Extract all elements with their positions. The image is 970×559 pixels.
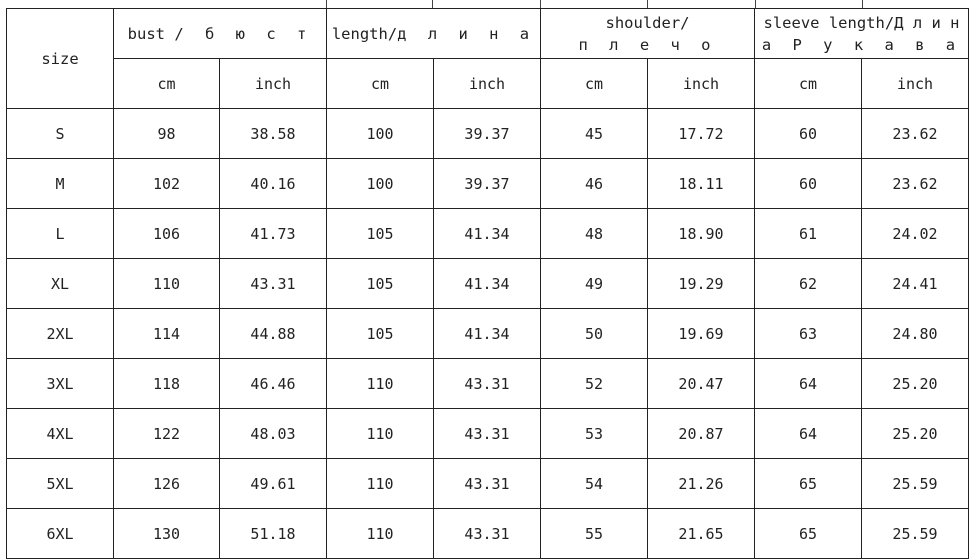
- value-cell: 46: [541, 159, 648, 209]
- value-cell: 98: [114, 109, 220, 159]
- value-cell: 63: [755, 309, 862, 359]
- value-cell: 110: [327, 409, 434, 459]
- table-row: [7, 359, 969, 409]
- value-cell: 110: [327, 359, 434, 409]
- value-cell: 43.31: [434, 509, 541, 559]
- value-cell: 19.69: [648, 309, 755, 359]
- value-cell: 25.20: [862, 409, 969, 459]
- value-cell: 105: [327, 259, 434, 309]
- value-cell: 62: [755, 259, 862, 309]
- value-cell: 64: [755, 359, 862, 409]
- length-header: length/д л и н а: [327, 9, 541, 59]
- value-cell: 102: [114, 159, 220, 209]
- value-cell: 43.31: [434, 359, 541, 409]
- value-cell: 55: [541, 509, 648, 559]
- size-cell: 2XL: [7, 309, 114, 359]
- value-cell: 100: [327, 109, 434, 159]
- value-cell: 110: [114, 259, 220, 309]
- value-cell: 48: [541, 209, 648, 259]
- value-cell: 61: [755, 209, 862, 259]
- value-cell: 43.31: [220, 259, 327, 309]
- size-header: size: [7, 9, 114, 109]
- value-cell: 114: [114, 309, 220, 359]
- value-cell: 49: [541, 259, 648, 309]
- value-cell: 21.65: [648, 509, 755, 559]
- unit-cell: inch: [862, 59, 969, 109]
- value-cell: 18.11: [648, 159, 755, 209]
- value-cell: 130: [114, 509, 220, 559]
- value-cell: 118: [114, 359, 220, 409]
- value-cell: 17.72: [648, 109, 755, 159]
- value-cell: 43.31: [434, 459, 541, 509]
- value-cell: 52: [541, 359, 648, 409]
- value-cell: 105: [327, 209, 434, 259]
- value-cell: 39.37: [434, 109, 541, 159]
- table-row: [7, 309, 969, 359]
- value-cell: 51.18: [220, 509, 327, 559]
- value-cell: 45: [541, 109, 648, 159]
- value-cell: 41.73: [220, 209, 327, 259]
- value-cell: 46.46: [220, 359, 327, 409]
- value-cell: 23.62: [862, 109, 969, 159]
- table-row: [7, 409, 969, 459]
- value-cell: 38.58: [220, 109, 327, 159]
- value-cell: 20.47: [648, 359, 755, 409]
- table-row: [7, 259, 969, 309]
- value-cell: 60: [755, 159, 862, 209]
- value-cell: 21.26: [648, 459, 755, 509]
- value-cell: 25.59: [862, 459, 969, 509]
- table-row: [7, 159, 969, 209]
- value-cell: 39.37: [434, 159, 541, 209]
- value-cell: 122: [114, 409, 220, 459]
- value-cell: 20.87: [648, 409, 755, 459]
- value-cell: 54: [541, 459, 648, 509]
- value-cell: 23.62: [862, 159, 969, 209]
- value-cell: 65: [755, 459, 862, 509]
- value-cell: 41.34: [434, 259, 541, 309]
- value-cell: 100: [327, 159, 434, 209]
- size-cell: 6XL: [7, 509, 114, 559]
- value-cell: 19.29: [648, 259, 755, 309]
- value-cell: 43.31: [434, 409, 541, 459]
- size-cell: L: [7, 209, 114, 259]
- header-row-units: [7, 59, 969, 109]
- value-cell: 25.59: [862, 509, 969, 559]
- unit-cell: cm: [541, 59, 648, 109]
- value-cell: 60: [755, 109, 862, 159]
- value-cell: 105: [327, 309, 434, 359]
- value-cell: 44.88: [220, 309, 327, 359]
- unit-cell: inch: [648, 59, 755, 109]
- bust-header: bust / б ю с т: [114, 9, 327, 59]
- size-cell: 3XL: [7, 359, 114, 409]
- value-cell: 24.80: [862, 309, 969, 359]
- value-cell: 110: [327, 509, 434, 559]
- value-cell: 64: [755, 409, 862, 459]
- shoulder-header: shoulder/ п л е ч о: [541, 9, 755, 59]
- value-cell: 65: [755, 509, 862, 559]
- header-row-groups: [7, 9, 969, 59]
- sleeve-length-header: sleeve length/Д л и н а Р у к а в а: [755, 9, 969, 59]
- value-cell: 40.16: [220, 159, 327, 209]
- table-row: [7, 209, 969, 259]
- value-cell: 126: [114, 459, 220, 509]
- size-cell: M: [7, 159, 114, 209]
- value-cell: 41.34: [434, 209, 541, 259]
- size-cell: XL: [7, 259, 114, 309]
- value-cell: 106: [114, 209, 220, 259]
- unit-cell: cm: [114, 59, 220, 109]
- size-chart-table: [6, 8, 969, 559]
- size-cell: 4XL: [7, 409, 114, 459]
- value-cell: 110: [327, 459, 434, 509]
- size-cell: S: [7, 109, 114, 159]
- value-cell: 18.90: [648, 209, 755, 259]
- value-cell: 24.02: [862, 209, 969, 259]
- unit-cell: cm: [327, 59, 434, 109]
- value-cell: 50: [541, 309, 648, 359]
- value-cell: 49.61: [220, 459, 327, 509]
- unit-cell: inch: [220, 59, 327, 109]
- unit-cell: cm: [755, 59, 862, 109]
- value-cell: 24.41: [862, 259, 969, 309]
- table-row: [7, 109, 969, 159]
- value-cell: 25.20: [862, 359, 969, 409]
- table-row: [7, 459, 969, 509]
- table-row: [7, 509, 969, 559]
- value-cell: 41.34: [434, 309, 541, 359]
- value-cell: 48.03: [220, 409, 327, 459]
- value-cell: 53: [541, 409, 648, 459]
- unit-cell: inch: [434, 59, 541, 109]
- size-cell: 5XL: [7, 459, 114, 509]
